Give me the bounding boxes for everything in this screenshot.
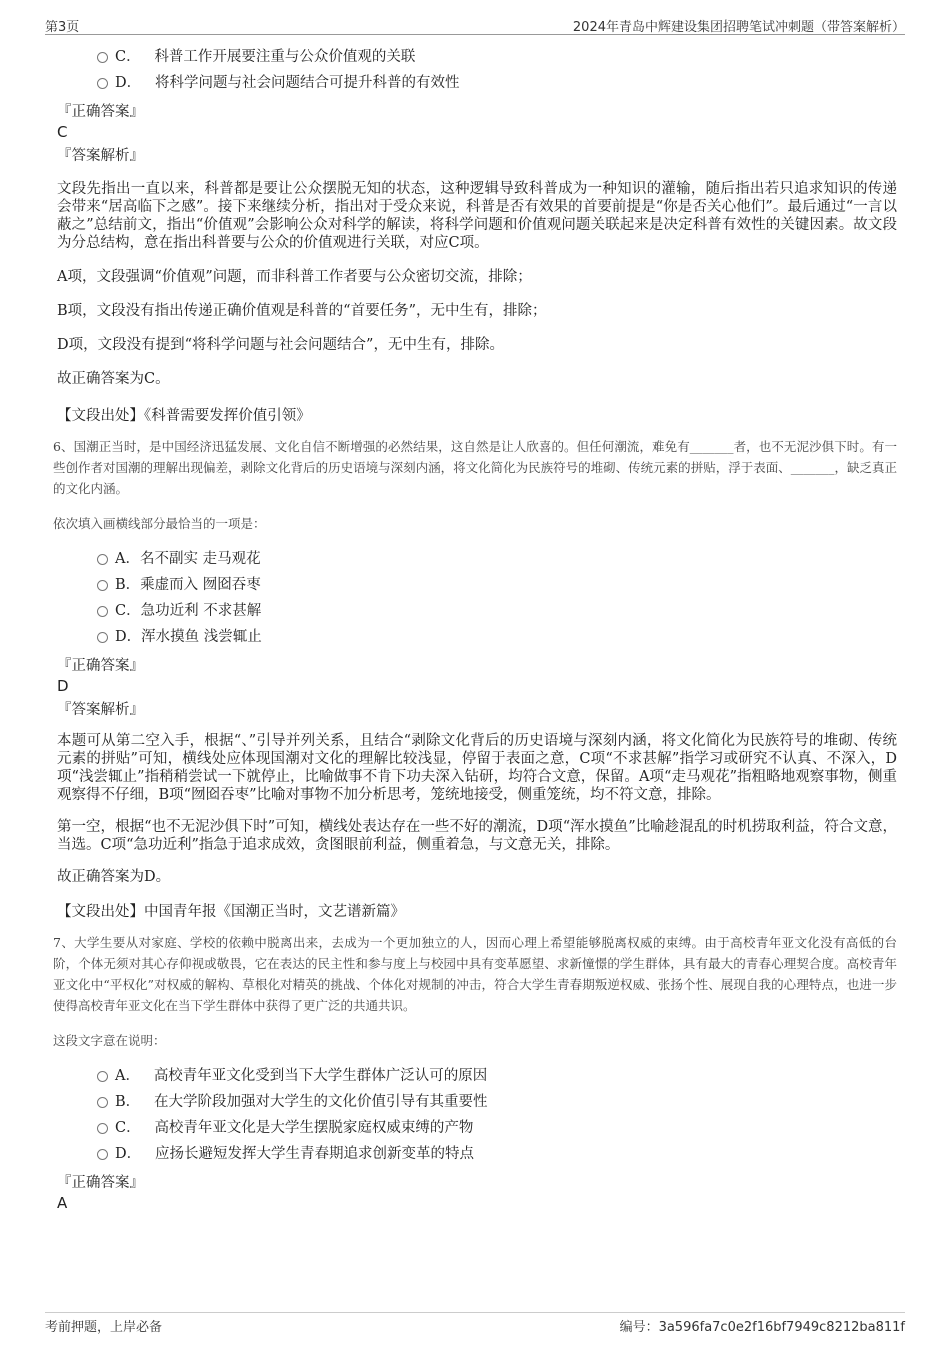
answer-tag: 『正确答案』	[57, 658, 144, 674]
radio-icon[interactable]	[97, 606, 108, 617]
option-text: 高校青年亚文化是大学生摆脱家庭权威束缚的产物	[154, 1120, 474, 1136]
option-d[interactable]	[97, 1141, 897, 1167]
option-label: A．	[115, 1068, 140, 1084]
option-text: 乘虚而入 囫囵吞枣	[140, 577, 261, 593]
option-text: 应扬长避短发挥大学生青春期追求创新变革的特点	[154, 1146, 474, 1162]
radio-icon[interactable]	[97, 78, 108, 89]
option-a[interactable]	[97, 546, 897, 572]
answer-tag: 『正确答案』	[57, 1175, 144, 1191]
analysis-tag: 『答案解析』	[57, 148, 144, 164]
page-footer	[45, 1312, 905, 1335]
option-label: A．	[115, 551, 140, 567]
option-c[interactable]	[97, 44, 897, 70]
answer-tag: 『正确答案』	[57, 104, 144, 120]
option-text: 急功近利 不求甚解	[140, 603, 262, 619]
option-label: B．	[115, 1094, 141, 1110]
option-label: D．	[115, 75, 142, 91]
correct-answer: A	[57, 1194, 68, 1212]
option-label: B．	[115, 577, 141, 593]
analysis-paragraph: B项，文段没有指出传递正确价值观是科普的“首要任务”，无中生有，排除；	[57, 303, 547, 319]
option-label: D．	[115, 1146, 142, 1162]
option-b[interactable]	[97, 1089, 897, 1115]
radio-icon[interactable]	[97, 1097, 108, 1108]
analysis-paragraph: D项，文段没有提到“将科学问题与社会问题结合”，无中生有，排除。	[57, 337, 504, 353]
question-prompt: 这段文字意在说明：	[53, 1033, 166, 1048]
option-c[interactable]	[97, 598, 897, 624]
analysis-paragraph: 故正确答案为C。	[57, 371, 170, 387]
option-d[interactable]	[97, 70, 897, 96]
correct-answer: C	[57, 123, 68, 141]
radio-icon[interactable]	[97, 554, 108, 565]
option-b[interactable]	[97, 572, 897, 598]
question-stem: 7、大学生要从对家庭、学校的依赖中脱离出来，去成为一个更加独立的人，因而心理上希望能够脱离权威的束缚。由于高校青年亚文化没有高低的台阶，个体无须对其心存仰视或敬畏，它在表达的民主性和参与度上与校园中具有变革愿望、求新憧憬的学生群体，具有最大的青春心理契合度。高校青年亚文化中“平权化”对权威的解构、草根化对精英的挑战、个体化对规制的冲击，符合大学生青春期叛逆权威、张扬个性、展现自我的心理特点，也进一步使得高校青年亚文化在当下学生群体中获得了更广泛的共通共识。	[53, 935, 897, 1013]
radio-icon[interactable]	[97, 52, 108, 63]
option-text: 科普工作开展要注重与公众价值观的关联	[154, 49, 416, 65]
option-label: D．	[115, 629, 142, 645]
correct-answer: D	[57, 677, 69, 695]
source-citation: 【文段出处】中国青年报《国潮正当时，文艺谱新篇》	[57, 904, 405, 920]
document-id: 编号：3a596fa7c0e2f16bf7949c8212ba811f	[619, 1320, 905, 1335]
radio-icon[interactable]	[97, 632, 108, 643]
source-citation: 【文段出处】《科普需要发挥价值引领》	[57, 408, 311, 424]
analysis-paragraph: 故正确答案为D。	[57, 869, 171, 885]
analysis-paragraph: A项，文段强调“价值观”问题，而非科普工作者要与公众密切交流，排除；	[57, 269, 532, 285]
page-number: 第3页	[45, 20, 80, 35]
option-label: C．	[115, 1120, 141, 1136]
question-stem: 6、国潮正当时，是中国经济迅猛发展、文化自信不断增强的必然结果，这自然是让人欣喜的。但任何潮流，难免有_______者，也不无泥沙俱下时。有一些创作者对国潮的理解出现偏差，剥除文化背后的历史语境与深刻内涵，将文化简化为民族符号的堆砌、传统元素的拼贴，浮于表面、_______，缺乏真正的文化内涵。	[53, 439, 897, 496]
analysis-paragraph: 第一空，根据“也不无泥沙俱下时”可知，横线处表达存在一些不好的潮流，D项“浑水摸鱼”比喻趁混乱的时机捞取利益，符合文意，当选。C项“急功近利”指急于追求成效，贪图眼前利益，侧重着急，与文意无关，排除。	[57, 819, 897, 853]
option-text: 名不副实 走马观花	[139, 551, 261, 567]
option-d[interactable]	[97, 624, 897, 650]
page-content	[53, 44, 897, 1213]
question-prompt: 依次填入画横线部分最恰当的一项是：	[53, 516, 266, 531]
option-text: 浑水摸鱼 浅尝辄止	[141, 629, 262, 645]
radio-icon[interactable]	[97, 1123, 108, 1134]
footer-slogan: 考前押题，上岸必备	[45, 1320, 163, 1335]
option-text: 将科学问题与社会问题结合可提升科普的有效性	[154, 75, 460, 91]
option-label: C．	[115, 49, 141, 65]
analysis-paragraph: 文段先指出一直以来，科普都是要让公众摆脱无知的状态，这种逻辑导致科普成为一种知识的灌输，随后指出若只追求知识的传递会带来“居高临下之感”。接下来继续分析，指出对于受众来说，科普是否有效果的首要前提是“你是否关心他们”。最后通过“一言以蔽之”总结前文，指出“价值观”会影响公众对科学的解读，将科学问题和价值观问题关联起来是决定科普有效性的关键因素。故文段为分总结构，意在指出科普要与公众的价值观进行关联，对应C项。	[57, 181, 897, 251]
analysis-tag: 『答案解析』	[57, 702, 144, 718]
radio-icon[interactable]	[97, 580, 108, 591]
option-text: 高校青年亚文化受到当下大学生群体广泛认可的原因	[153, 1068, 488, 1084]
option-label: C．	[115, 603, 141, 619]
option-a[interactable]	[97, 1063, 897, 1089]
document-title: 2024年青岛中辉建设集团招聘笔试冲刺题（带答案解析）	[572, 20, 905, 35]
page-header	[45, 14, 905, 35]
option-c[interactable]	[97, 1115, 897, 1141]
analysis-paragraph: 本题可从第二空入手，根据“、”引导并列关系，且结合“剥除文化背后的历史语境与深刻内涵，将文化简化为民族符号的堆砌、传统元素的拼贴”可知，横线处应体现国潮对文化的理解比较浅显，停留于表面之意，C项“不求甚解”指学习或研究不认真、不深入，D项“浅尝辄止”指稍稍尝试一下就停止，比喻做事不肯下功夫深入钻研，均符合文意，保留。A项“走马观花”指粗略地观察事物，侧重观察得不仔细，B项“囫囵吞枣”比喻对事物不加分析思考，笼统地接受，侧重笼统，均不符文意，排除。	[57, 733, 897, 803]
radio-icon[interactable]	[97, 1071, 108, 1082]
radio-icon[interactable]	[97, 1149, 108, 1160]
option-text: 在大学阶段加强对大学生的文化价值引导有其重要性	[153, 1094, 488, 1110]
